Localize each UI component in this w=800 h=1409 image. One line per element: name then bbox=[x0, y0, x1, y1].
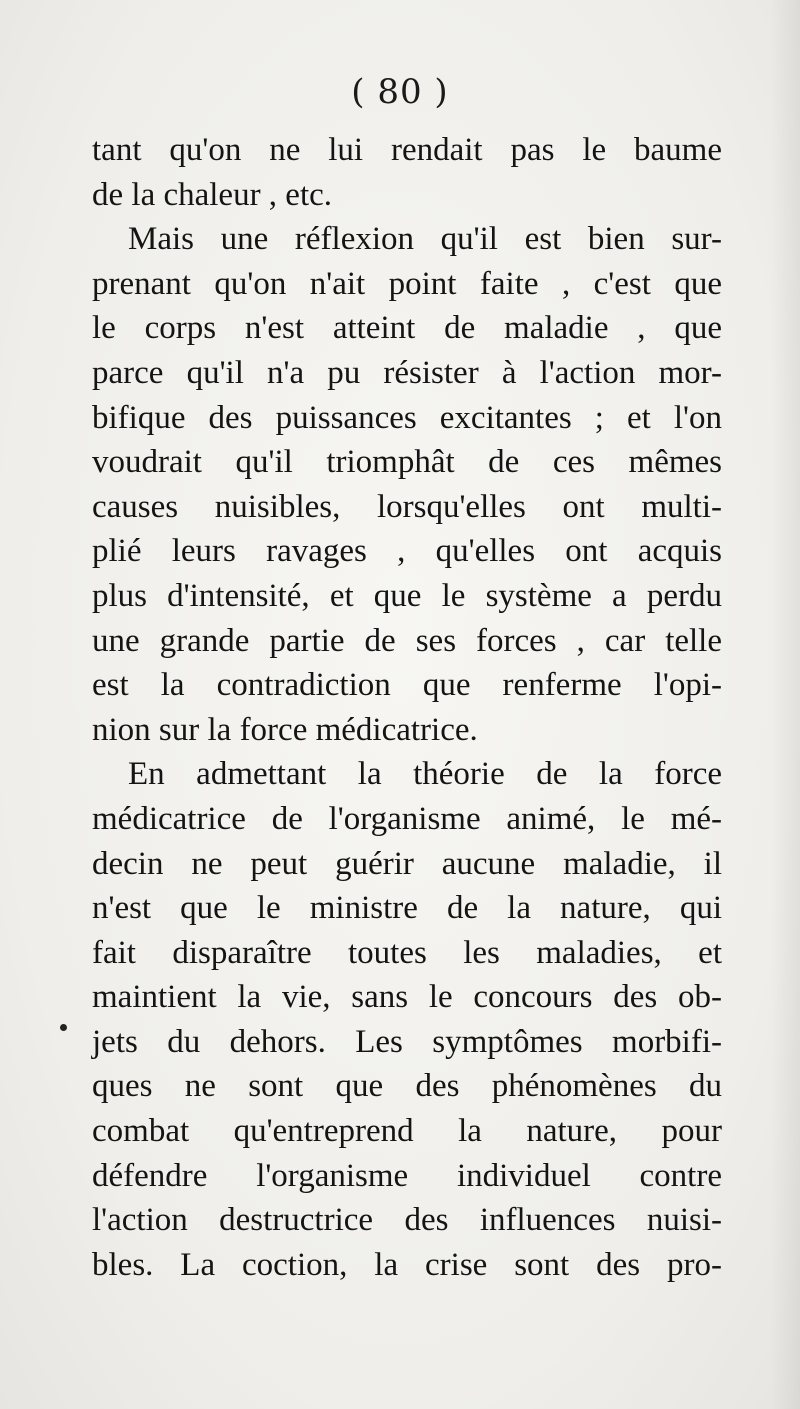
text-line: jets du dehors. Les symptômes morbifi- bbox=[92, 1023, 722, 1060]
text-line: de la chaleur , etc. bbox=[92, 176, 333, 213]
text-line: tant qu'on ne lui rendait pas le baume bbox=[92, 132, 722, 168]
text-line: le corps n'est atteint de maladie , que bbox=[92, 310, 722, 347]
text-line: bles. La coction, la crise sont des pro- bbox=[92, 1246, 722, 1283]
text-line: n'est que le ministre de la nature, qui bbox=[92, 890, 722, 927]
text-line: défendre l'organisme individuel contre bbox=[92, 1157, 722, 1194]
text-line: voudrait qu'il triomphât de ces mêmes bbox=[92, 444, 722, 481]
text-line: plus d'intensité, et que le système a perdu bbox=[92, 577, 722, 614]
text-line: parce qu'il n'a pu résister à l'action mor- bbox=[92, 354, 722, 391]
page-edge-shadow bbox=[770, 0, 800, 1409]
text-line: l'action destructrice des influences nuisi- bbox=[92, 1202, 722, 1239]
text-line: prenant qu'on n'ait point faite , c'est que bbox=[92, 265, 722, 302]
margin-mark bbox=[60, 1024, 67, 1031]
text-line: causes nuisibles, lorsqu'elles ont multi- bbox=[92, 488, 722, 525]
text-line: nion sur la force médicatrice. bbox=[92, 711, 478, 748]
text-line: ques ne sont que des phénomènes du bbox=[92, 1068, 722, 1105]
page-number: ( 80 ) bbox=[351, 72, 449, 112]
text-line: combat qu'entreprend la nature, pour bbox=[92, 1113, 722, 1150]
body-text bbox=[92, 128, 722, 1287]
text-line: médicatrice de l'organisme animé, le mé- bbox=[92, 800, 722, 837]
text-line: une grande partie de ses forces , car telle bbox=[92, 622, 722, 659]
text-line: plié leurs ravages , qu'elles ont acquis bbox=[92, 533, 722, 570]
text-line: Mais une réflexion qu'il est bien sur- bbox=[128, 221, 722, 258]
text-line: En admettant la théorie de la force bbox=[128, 756, 722, 793]
text-line: fait disparaître toutes les maladies, et bbox=[92, 934, 722, 971]
text-line: bifique des puissances excitantes ; et l'on bbox=[92, 399, 722, 436]
text-line: decin ne peut guérir aucune maladie, il bbox=[92, 845, 722, 882]
text-line: est la contradiction que renferme l'opi- bbox=[92, 667, 722, 704]
text-line: maintient la vie, sans le concours des ob- bbox=[92, 979, 722, 1016]
